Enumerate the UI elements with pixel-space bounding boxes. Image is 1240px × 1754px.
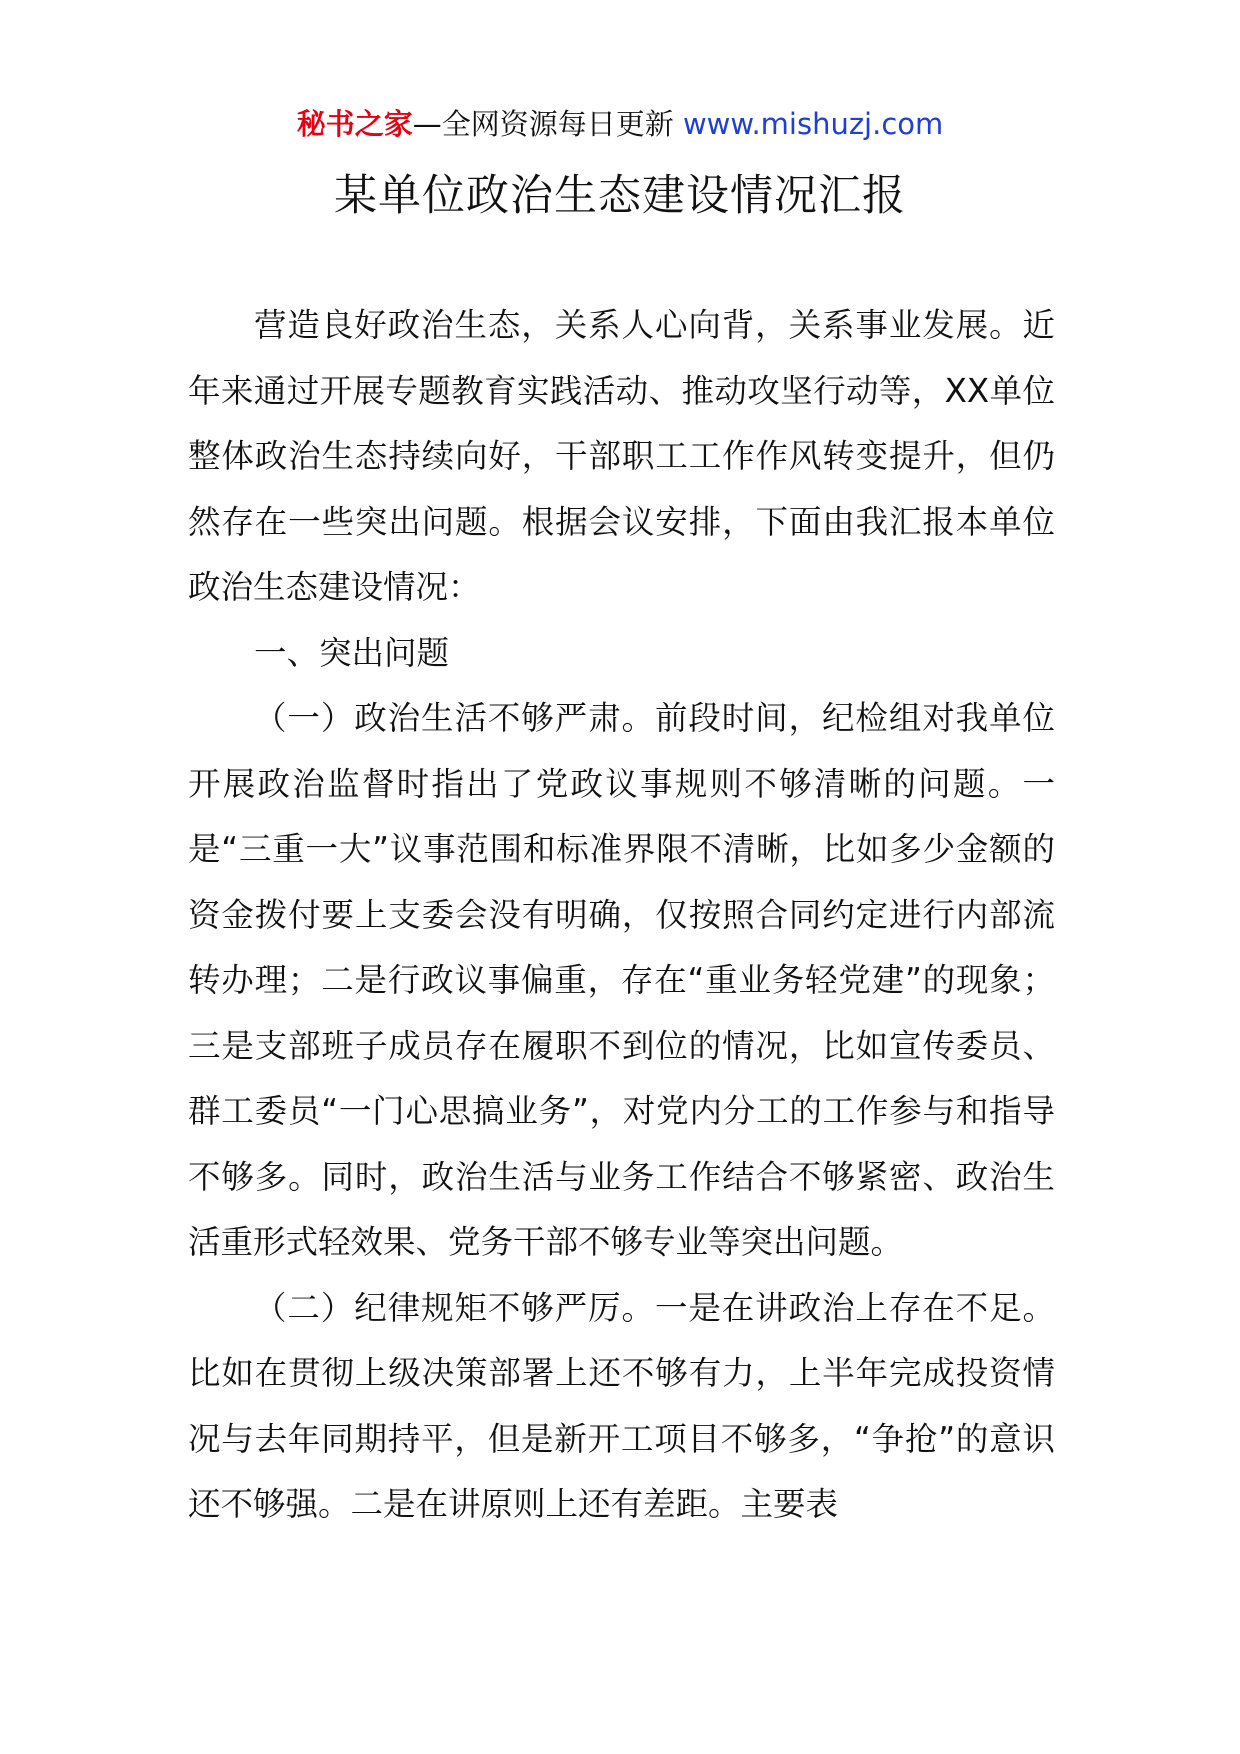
site-watermark-header [0,104,1240,144]
paragraph-item-2: （二）纪律规矩不够严厉。一是在讲政治上存在不足。比如在贯彻上级决策部署上还不够有力，上半年完成投资情况与去年同期持平，但是新开工项目不够多，“争抢”的意识还不够强。二是在讲原则上还有差距。主要表 [188,1288,1055,1523]
paragraph-intro: 营造良好政治生态，关系人心向背，关系事业发展。近年来通过开展专题教育实践活动、推动攻坚行动等，XX单位整体政治生态持续向好，干部职工工作作风转变提升，但仍然存在一些突出问题。根据会议安排，下面由我汇报本单位政治生态建设情况： [188,306,1055,606]
watermark-slogan: —全网资源每日更新 [412,107,683,141]
document-body [188,293,1055,1538]
watermark-brand: 秘书之家 [296,107,413,141]
section-heading-problems: 一、突出问题 [254,633,450,672]
document-title: 某单位政治生态建设情况汇报 [334,171,906,221]
watermark-url: www.mishuzj.com [682,107,944,141]
paragraph-item-1: （一）政治生活不够严肃。前段时间，纪检组对我单位开展政治监督时指出了党政议事规则不够清晰的问题。一是“三重一大”议事范围和标准界限不清晰，比如多少金额的资金拨付要上支委会没有明确，仅按照合同约定进行内部流转办理；二是行政议事偏重，存在“重业务轻党建”的现象；三是支部班子成员存在履职不到位的情况，比如宣传委员、群工委员“一门心思搞业务”，对党内分工的工作参与和指导不够多。同时，政治生活与业务工作结合不够紧密、政治生活重形式轻效果、党务干部不够专业等突出问题。 [188,699,1055,1261]
